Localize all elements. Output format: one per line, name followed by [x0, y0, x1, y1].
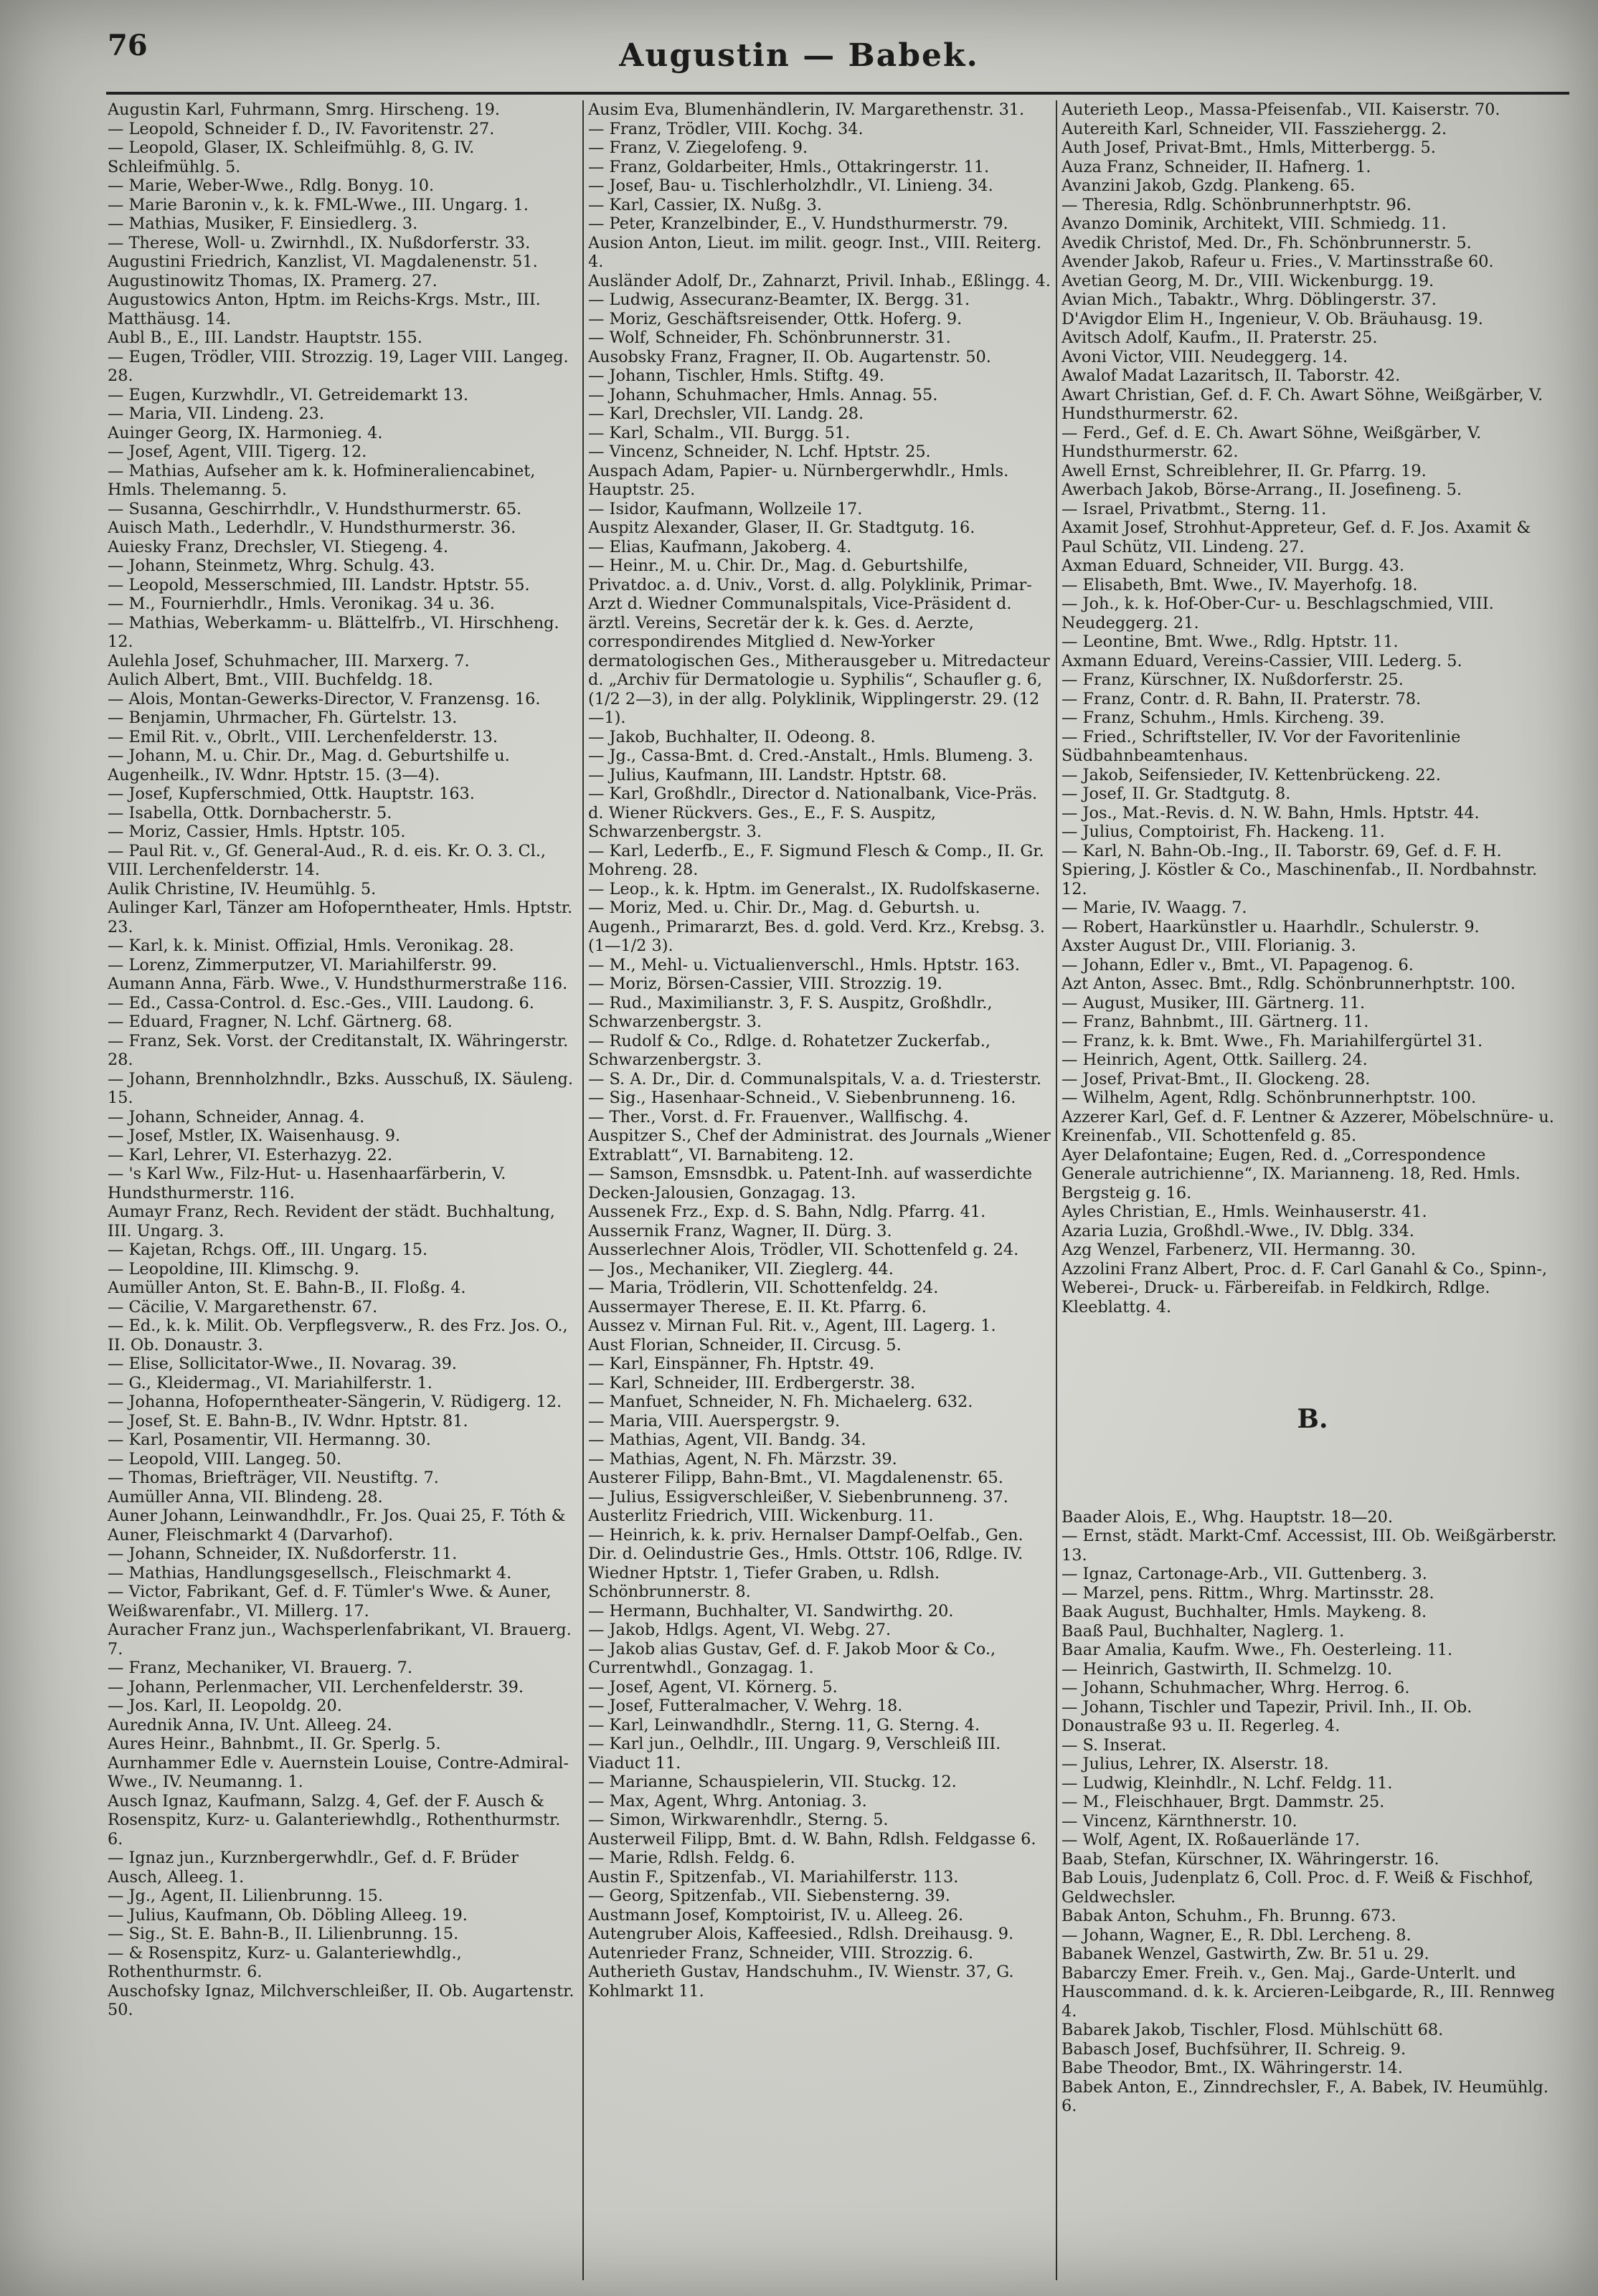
- section-letter: B.: [1297, 1404, 1328, 1434]
- directory-entry: — Franz, Schuhm., Hmls. Kircheng. 39.: [1062, 708, 1385, 727]
- directory-entry: Avender Jakob, Rafeur u. Fries., V. Martinsstraße 60.: [1062, 252, 1494, 271]
- directory-entry: D'Avigdor Elim H., Ingenieur, V. Ob. Bräuhausg. 19.: [1062, 309, 1483, 328]
- directory-entry: — Franz, Kürschner, IX. Nußdorferstr. 25.: [1062, 670, 1404, 689]
- directory-entry: Ausländer Adolf, Dr., Zahnarzt, Privil. Inhab., Eßlingg. 4.: [588, 271, 1051, 290]
- directory-entry: — Johann, Wagner, E., R. Dbl. Lercheng. 8.: [1062, 1925, 1412, 1945]
- directory-entry: Azzerer Karl, Gef. d. F. Lentner & Azzerer, Möbelschnüre- u. Kreinenfab., VII. Schottenfeld g. 85.: [1062, 1107, 1554, 1145]
- directory-entry: — Moriz, Med. u. Chir. Dr., Mag. d. Geburtsh. u. Augenh., Primararzt, Bes. d. gold. Verd. Krz., Krebsg. 3. (1—1/2 3).: [588, 898, 1045, 955]
- directory-entry: — Maria, Trödlerin, VII. Schottenfeldg. 24.: [588, 1279, 939, 1297]
- directory-entry: Augustini Friedrich, Kanzlist, VI. Magdalenenstr. 51.: [108, 252, 538, 271]
- directory-entry: — Georg, Spitzenfab., VII. Siebensterng. 39.: [588, 1887, 950, 1905]
- directory-entry: — Johann, Schuhmacher, Hmls. Annag. 55.: [588, 385, 938, 404]
- directory-entry: — Julius, Comptoirist, Fh. Hackeng. 11.: [1062, 822, 1385, 841]
- directory-entry: — Simon, Wirkwarenhdlr., Sterng. 5.: [588, 1811, 889, 1829]
- directory-entry: — Marie, IV. Waagg. 7.: [1062, 898, 1247, 917]
- directory-entry: — Wilhelm, Agent, Rdlg. Schönbrunnerhptstr. 100.: [1062, 1088, 1477, 1107]
- column-2: [588, 100, 1054, 2273]
- directory-entry: Ausch Ignaz, Kaufmann, Salzg. 4, Gef. der F. Ausch & Rosenspitz, Kurz- u. Galanteriewhdlg., Rothenthurmstr. 6.: [108, 1791, 561, 1849]
- directory-entry: Auinger Georg, IX. Harmonieg. 4.: [108, 423, 383, 442]
- directory-entry: Ausserlechner Alois, Trödler, VII. Schottenfeld g. 24.: [588, 1240, 1019, 1259]
- directory-entry: — Karl, Lederfb., E., F. Sigmund Flesch & Comp., II. Gr. Mohreng. 28.: [588, 841, 1044, 879]
- directory-entry: — Ed., Cassa-Control. d. Esc.-Ges., VIII. Laudong. 6.: [108, 993, 534, 1012]
- directory-entry: Baaß Paul, Buchhalter, Naglerg. 1.: [1062, 1621, 1345, 1641]
- directory-entry: — Johann, Perlenmacher, VII. Lerchenfelderstr. 39.: [108, 1677, 524, 1697]
- directory-entry: — Max, Agent, Whrg. Antoniag. 3.: [588, 1791, 867, 1811]
- directory-entry: — M., Mehl- u. Victualienverschl., Hmls. Hptstr. 163.: [588, 955, 1021, 974]
- directory-entry: — Ignaz jun., Kurznbergerwhdlr., Gef. d. F. Brüder Ausch, Alleeg. 1.: [108, 1849, 519, 1887]
- directory-entry: — Leopold, Messerschmied, III. Landstr. Hptstr. 55.: [108, 575, 530, 594]
- directory-entry: Avoni Victor, VIII. Neudeggerg. 14.: [1062, 347, 1348, 366]
- directory-entry: — Jakob alias Gustav, Gef. d. F. Jakob Moor & Co., Currentwhdl., Gonzagag. 1.: [588, 1639, 996, 1677]
- directory-entry: Axman Eduard, Schneider, VII. Burgg. 43.: [1062, 556, 1405, 575]
- directory-entry: — Joh., k. k. Hof-Ober-Cur- u. Beschlagschmied, VIII. Neudeggerg. 21.: [1062, 594, 1494, 632]
- directory-entry: — Johann, Tischler und Tapezir, Privil. Inh., II. Ob. Donaustraße 93 u. II. Regerleg. 4.: [1062, 1697, 1472, 1735]
- directory-entry: — Karl, Leinwandhdlr., Sterng. 11, G. Sterng. 4.: [588, 1715, 980, 1735]
- directory-entry: — Jakob, Buchhalter, II. Odeong. 8.: [588, 727, 876, 746]
- directory-entry: — Jg., Cassa-Bmt. d. Cred.-Anstalt., Hmls. Blumeng. 3.: [588, 746, 1034, 765]
- directory-entry: Auracher Franz jun., Wachsperlenfabrikant, VI. Brauerg. 7.: [108, 1621, 572, 1659]
- directory-entry: Azaria Luzia, Großhdl.-Wwe., IV. Dblg. 334.: [1062, 1221, 1414, 1240]
- directory-entry: — Victor, Fabrikant, Gef. d. F. Tümler's Wwe. & Auner, Weißwarenfabr., VI. Millerg. 17.: [108, 1583, 552, 1621]
- directory-entry: Auspitz Alexander, Glaser, II. Gr. Stadtgutg. 16.: [588, 518, 975, 537]
- directory-entry: Auspach Adam, Papier- u. Nürnbergerwhdlr., Hmls. Hauptstr. 25.: [588, 461, 1009, 499]
- directory-entry: — Alois, Montan-Gewerks-Director, V. Franzensg. 16.: [108, 689, 541, 708]
- directory-entry: Babe Theodor, Bmt., IX. Währingerstr. 14.: [1062, 2059, 1403, 2077]
- directory-entry: — Karl, Drechsler, VII. Landg. 28.: [588, 404, 864, 423]
- directory-entry: — Ludwig, Kleinhdlr., N. Lchf. Feldg. 11.: [1062, 1773, 1393, 1793]
- directory-entry: — Wolf, Schneider, Fh. Schönbrunnerstr. 31.: [588, 328, 951, 347]
- directory-entry: — Lorenz, Zimmerputzer, VI. Mariahilferstr. 99.: [108, 955, 497, 974]
- directory-entry: — Israel, Privatbmt., Sterng. 11.: [1062, 499, 1327, 518]
- directory-entry: Azg Wenzel, Farbenerz, VII. Hermanng. 30.: [1062, 1240, 1416, 1259]
- directory-entry: Baak August, Buchhalter, Hmls. Maykeng. 8.: [1062, 1603, 1427, 1621]
- directory-entry: — Susanna, Geschirrhdlr., V. Hundsthurmerstr. 65.: [108, 499, 522, 518]
- directory-entry: Aussernik Franz, Wagner, II. Dürg. 3.: [588, 1221, 892, 1240]
- directory-entry: Ayer Delafontaine; Eugen, Red. d. „Correspondence Generale autrichienne“, IX. Marianneng. 18, Red. Hmls. Bergsteig g. 16.: [1062, 1145, 1521, 1202]
- directory-entry: — Karl, k. k. Minist. Offizial, Hmls. Veronikag. 28.: [108, 936, 514, 955]
- directory-entry: Babarek Jakob, Tischler, Flosd. Mühlschütt 68.: [1062, 2021, 1444, 2039]
- directory-entry: — G., Kleidermag., VI. Mariahilferstr. 1.: [108, 1373, 432, 1393]
- directory-entry: Avanzini Jakob, Gzdg. Plankeng. 65.: [1062, 176, 1356, 195]
- directory-entry: — Johann, M. u. Chir. Dr., Mag. d. Geburtshilfe u. Augenheilk., IV. Wdnr. Hptstr. 15. (3—4).: [108, 746, 510, 784]
- directory-entry: — Karl, Posamentir, VII. Hermanng. 30.: [108, 1431, 431, 1449]
- directory-entry: Babanek Wenzel, Gastwirth, Zw. Br. 51 u. 29.: [1062, 1945, 1429, 1963]
- directory-entry: — Johann, Schuhmacher, Whrg. Herrog. 6.: [1062, 1679, 1410, 1697]
- directory-entry: — Eduard, Fragner, N. Lchf. Gärtnerg. 68.: [108, 1012, 453, 1031]
- directory-entry: — Jos., Mechaniker, VII. Zieglerg. 44.: [588, 1259, 894, 1279]
- directory-entry: Babasch Josef, Buchfsührer, II. Schreig. 9.: [1062, 2039, 1406, 2059]
- directory-entry: Babek Anton, E., Zinndrechsler, F., A. Babek, IV. Heumühlg. 6.: [1062, 2077, 1549, 2115]
- directory-entry: — Marianne, Schauspielerin, VII. Stuckg. 12.: [588, 1773, 957, 1791]
- directory-entry: Austerer Filipp, Bahn-Bmt., VI. Magdalenenstr. 65.: [588, 1469, 1003, 1487]
- directory-entry: — Isabella, Ottk. Dornbacherstr. 5.: [108, 803, 392, 822]
- directory-entry: Axster August Dr., VIII. Florianig. 3.: [1062, 936, 1356, 955]
- directory-entry: Auiesky Franz, Drechsler, VI. Stiegeng. 4.: [108, 537, 449, 556]
- directory-entry: — Josef, Privat-Bmt., II. Glockeng. 28.: [1062, 1069, 1371, 1088]
- directory-entry: — Josef, Agent, VIII. Tigerg. 12.: [108, 442, 367, 461]
- directory-entry: — & Rosenspitz, Kurz- u. Galanteriewhdlg., Rothenthurmstr. 6.: [108, 1943, 462, 1981]
- directory-entry: — Maria, VIII. Auerspergstr. 9.: [588, 1411, 841, 1431]
- directory-entry: — Mathias, Handlungsgesellsch., Fleischmarkt 4.: [108, 1563, 512, 1583]
- directory-entry: — Mathias, Aufseher am k. k. Hofmineraliencabinet, Hmls. Thelemanng. 5.: [108, 461, 536, 499]
- directory-entry: — Ferd., Gef. d. E. Ch. Awart Söhne, Weißgärber, V. Hundsthurmerstr. 62.: [1062, 423, 1482, 461]
- directory-entry: — Franz, Trödler, VIII. Kochg. 34.: [588, 119, 864, 138]
- column-divider: [1056, 100, 1057, 2280]
- directory-entry: Augustinowitz Thomas, IX. Pramerg. 27.: [108, 271, 438, 290]
- directory-entry: — M., Fournierhdlr., Hmls. Veronikag. 34 u. 36.: [108, 594, 495, 613]
- directory-entry: — Julius, Kaufmann, Ob. Döbling Alleeg. 19.: [108, 1905, 468, 1925]
- directory-entry: — Paul Rit. v., Gf. General-Aud., R. d. eis. Kr. O. 3. Cl., VIII. Lerchenfelderstr. 14.: [108, 841, 546, 879]
- directory-entry: Azt Anton, Assec. Bmt., Rdlg. Schönbrunnerhptstr. 100.: [1062, 974, 1516, 993]
- column-divider: [582, 100, 584, 2280]
- directory-entry: — Ed., k. k. Milit. Ob. Verpflegsverw., R. des Frz. Jos. O., II. Ob. Donaustr. 3.: [108, 1317, 568, 1355]
- directory-entry: — Josef, St. E. Bahn-B., IV. Wdnr. Hptstr. 81.: [108, 1411, 468, 1431]
- directory-entry: — Johann, Schneider, Annag. 4.: [108, 1107, 365, 1126]
- directory-entry: — Josef, Mstler, IX. Waisenhausg. 9.: [108, 1126, 401, 1145]
- directory-entry: — S. A. Dr., Dir. d. Communalspitals, V. a. d. Triesterstr.: [588, 1069, 1042, 1088]
- directory-entry: — Emil Rit. v., Obrlt., VIII. Lerchenfelderstr. 13.: [108, 727, 498, 746]
- directory-entry: — 's Karl Ww., Filz-Hut- u. Hasenhaarfärberin, V. Hundsthurmerstr. 116.: [108, 1164, 506, 1202]
- directory-entry: Autherieth Gustav, Handschuhm., IV. Wienstr. 37, G. Kohlmarkt 11.: [588, 1963, 1014, 2001]
- directory-entry: Austmann Josef, Komptoirist, IV. u. Alleeg. 26.: [588, 1905, 964, 1925]
- directory-entry: Aumann Anna, Färb. Wwe., V. Hundsthurmerstraße 116.: [108, 974, 568, 993]
- directory-entry: Austerlitz Friedrich, VIII. Wickenburg. 11.: [588, 1507, 934, 1525]
- directory-entry: — Jakob, Seifensieder, IV. Kettenbrückeng. 22.: [1062, 765, 1441, 784]
- directory-entry: — Wolf, Agent, IX. Roßauerlände 17.: [1062, 1831, 1361, 1849]
- directory-entry: — Julius, Lehrer, IX. Alserstr. 18.: [1062, 1755, 1329, 1773]
- directory-entry: Avetian Georg, M. Dr., VIII. Wickenburgg. 19.: [1062, 271, 1434, 290]
- directory-entry: — Leopold, VIII. Langeg. 50.: [108, 1449, 341, 1469]
- running-head: Augustin — Babek.: [619, 37, 979, 74]
- directory-entry: — S. Inserat.: [1062, 1735, 1167, 1755]
- directory-entry: Aulik Christine, IV. Heumühlg. 5.: [108, 879, 377, 898]
- directory-entry: Baader Alois, E., Whg. Hauptstr. 18—20.: [1062, 1507, 1394, 1527]
- directory-entry: — Karl, Schalm., VII. Burgg. 51.: [588, 423, 851, 442]
- directory-entry: Avian Mich., Tabaktr., Whrg. Döblingerstr. 37.: [1062, 290, 1437, 309]
- directory-entry: Babak Anton, Schuhm., Fh. Brunng. 673.: [1062, 1907, 1396, 1925]
- directory-entry: — Marzel, pens. Rittm., Whrg. Martinsstr. 28.: [1062, 1583, 1434, 1603]
- page-number: 76: [108, 29, 148, 62]
- directory-entry: Ausobsky Franz, Fragner, II. Ob. Augartenstr. 50.: [588, 347, 991, 366]
- directory-entry: — Franz, Contr. d. R. Bahn, II. Praterstr. 78.: [1062, 689, 1422, 708]
- directory-entry: — Elias, Kaufmann, Jakoberg. 4.: [588, 537, 852, 556]
- directory-entry: Austin F., Spitzenfab., VI. Mariahilferstr. 113.: [588, 1867, 959, 1887]
- directory-entry: Aurednik Anna, IV. Unt. Alleeg. 24.: [108, 1715, 392, 1735]
- directory-entry: — Karl, Cassier, IX. Nußg. 3.: [588, 195, 822, 214]
- directory-entry: — Karl, Schneider, III. Erdbergerstr. 38.: [588, 1373, 916, 1393]
- directory-entry: — Karl jun., Oelhdlr., III. Ungarg. 9, Verschleiß III. Viaduct 11.: [588, 1735, 1001, 1773]
- directory-entry: — Sig., Hasenhaar-Schneid., V. Siebenbrunneng. 16.: [588, 1088, 1016, 1107]
- directory-entry: Avanzo Dominik, Architekt, VIII. Schmiedg. 11.: [1062, 214, 1447, 233]
- directory-entry: — Jos. Karl, II. Leopoldg. 20.: [108, 1697, 342, 1715]
- directory-entry: — Julius, Essigverschleißer, V. Siebenbrunneng. 37.: [588, 1487, 1008, 1507]
- directory-entry: — M., Fleischhauer, Brgt. Dammstr. 25.: [1062, 1793, 1385, 1811]
- directory-entry: — Franz, Goldarbeiter, Hmls., Ottakringerstr. 11.: [588, 157, 990, 176]
- directory-entry: — Manfuet, Schneider, N. Fh. Michaelerg. 632.: [588, 1393, 973, 1411]
- directory-entry: Augustin Karl, Fuhrmann, Smrg. Hirscheng. 19.: [108, 100, 500, 119]
- directory-entry: Auth Josef, Privat-Bmt., Hmls, Mitterbergg. 5.: [1062, 138, 1436, 157]
- directory-entry: — Franz, V. Ziegelofeng. 9.: [588, 138, 808, 157]
- directory-entry: Aulehla Josef, Schuhmacher, III. Marxerg. 7.: [108, 651, 470, 670]
- directory-entry: — Franz, Sek. Vorst. der Creditanstalt, IX. Währingerstr. 28.: [108, 1031, 569, 1069]
- directory-entry: — Leopoldine, III. Klimschg. 9.: [108, 1259, 359, 1279]
- directory-entry: — Leopold, Schneider f. D., IV. Favoritenstr. 27.: [108, 119, 495, 138]
- directory-entry: — Marie Baronin v., k. k. FML-Wwe., III. Ungarg. 1.: [108, 195, 529, 214]
- directory-entry: — Franz, Mechaniker, VI. Brauerg. 7.: [108, 1659, 412, 1677]
- directory-entry: — Jakob, Hdlgs. Agent, VI. Webg. 27.: [588, 1621, 892, 1639]
- directory-entry: — Heinrich, k. k. priv. Hernalser Dampf-Oelfab., Gen. Dir. d. Oelindustrie Ges., Hmls. Ottstr. 106, Rdlge. IV. Wiedner Hptstr. 1, Tiefer Graben, u. Rdlsh. Schönbrunnerstr. 8.: [588, 1525, 1023, 1601]
- directory-entry: Awart Christian, Gef. d. F. Ch. Awart Söhne, Weißgärber, V. Hundsthurmerstr. 62.: [1062, 385, 1543, 423]
- directory-entry: Aussenek Frz., Exp. d. S. Bahn, Ndlg. Pfarrg. 41.: [588, 1202, 986, 1221]
- directory-entry: — Hermann, Buchhalter, VI. Sandwirthg. 20.: [588, 1601, 954, 1621]
- directory-entry: — Leop., k. k. Hptm. im Generalst., IX. Rudolfskaserne.: [588, 879, 1041, 898]
- directory-entry: Azzolini Franz Albert, Proc. d. F. Carl Ganahl & Co., Spinn-, Weberei-, Druck- u. Färbereifab. in Feldkirch, Rdlge. Kleeblattg. 4.: [1062, 1259, 1548, 1317]
- directory-entry: Autenrieder Franz, Schneider, VIII. Strozzig. 6.: [588, 1943, 974, 1963]
- directory-entry: — Jos., Mat.-Revis. d. N. W. Bahn, Hmls. Hptstr. 44.: [1062, 803, 1480, 822]
- directory-entry: Aures Heinr., Bahnbmt., II. Gr. Sperlg. 5.: [108, 1735, 441, 1753]
- directory-entry: — Marie, Rdlsh. Feldg. 6.: [588, 1849, 795, 1867]
- directory-entry: — Jg., Agent, II. Lilienbrunng. 15.: [108, 1887, 383, 1905]
- directory-entry: — Eugen, Trödler, VIII. Strozzig. 19, Lager VIII. Langeg. 28.: [108, 347, 569, 385]
- directory-entry: — Julius, Kaufmann, III. Landstr. Hptstr. 68.: [588, 765, 947, 784]
- directory-entry: — Heinrich, Gastwirth, II. Schmelzg. 10.: [1062, 1659, 1393, 1679]
- directory-entry: — Sig., St. E. Bahn-B., II. Lilienbrunng. 15.: [108, 1925, 459, 1943]
- directory-entry: — Karl, Einspänner, Fh. Hptstr. 49.: [588, 1355, 874, 1373]
- directory-entry: — Josef, II. Gr. Stadtgutg. 8.: [1062, 784, 1291, 803]
- directory-entry: Avitsch Adolf, Kaufm., II. Praterstr. 25.: [1062, 328, 1378, 347]
- directory-entry: — Johann, Brennholzhndlr., Bzks. Ausschuß, IX. Säuleng. 15.: [108, 1069, 573, 1107]
- directory-entry: Bab Louis, Judenplatz 6, Coll. Proc. d. F. Weiß & Fischhof, Geldwechsler.: [1062, 1869, 1533, 1907]
- directory-entry: — Maria, VII. Lindeng. 23.: [108, 404, 324, 423]
- directory-entry: — Ther., Vorst. d. Fr. Frauenver., Wallfischg. 4.: [588, 1107, 969, 1126]
- directory-entry: Aussermayer Therese, E. II. Kt. Pfarrg. 6.: [588, 1297, 927, 1317]
- directory-entry: — Samson, Emsnsdbk. u. Patent-Inh. auf wasserdichte Decken-Jalousien, Gonzagag. 13.: [588, 1164, 1033, 1202]
- directory-entry: — Thomas, Briefträger, VII. Neustiftg. 7.: [108, 1469, 439, 1487]
- directory-entry: Aurnhammer Edle v. Auernstein Louise, Contre-Admiral-Wwe., IV. Neumanng. 1.: [108, 1753, 569, 1791]
- directory-entry: — Moriz, Börsen-Cassier, VIII. Strozzig. 19.: [588, 974, 942, 993]
- directory-entry: — Benjamin, Uhrmacher, Fh. Gürtelstr. 13.: [108, 708, 458, 727]
- directory-entry: Auisch Math., Lederhdlr., V. Hundsthurmerstr. 36.: [108, 518, 516, 537]
- directory-entry: — Karl, N. Bahn-Ob.-Ing., II. Taborstr. 69, Gef. d. F. H. Spiering, J. Köstler & Co., Maschinenfab., II. Nordbahnstr. 12.: [1062, 841, 1538, 898]
- directory-entry: Awerbach Jakob, Börse-Arrang., II. Josefineng. 5.: [1062, 480, 1462, 499]
- directory-entry: — Leopold, Glaser, IX. Schleifmühlg. 8, G. IV. Schleifmühlg. 5.: [108, 138, 475, 176]
- directory-entry: — Rud., Maximilianstr. 3, F. S. Auspitz, Großhdlr., Schwarzenbergstr. 3.: [588, 993, 993, 1031]
- directory-entry: Autereith Karl, Schneider, VII. Fassziehergg. 2.: [1062, 119, 1447, 138]
- directory-entry: Aulinger Karl, Tänzer am Hofoperntheater, Hmls. Hptstr. 23.: [108, 898, 573, 936]
- directory-entry: — Mathias, Musiker, F. Einsiedlerg. 3.: [108, 214, 418, 233]
- directory-entry: Auza Franz, Schneider, II. Hafnerg. 1.: [1062, 157, 1371, 176]
- directory-entry: Augustowics Anton, Hptm. im Reichs-Krgs. Mstr., III. Matthäusg. 14.: [108, 290, 541, 328]
- directory-entry: Ayles Christian, E., Hmls. Weinhauserstr. 41.: [1062, 1202, 1427, 1221]
- directory-entry: — Leontine, Bmt. Wwe., Rdlg. Hptstr. 11.: [1062, 632, 1399, 651]
- directory-entry: — Rudolf & Co., Rdlge. d. Rohatetzer Zuckerfab., Schwarzenbergstr. 3.: [588, 1031, 991, 1069]
- directory-entry: — Heinrich, Agent, Ottk. Saillerg. 24.: [1062, 1050, 1368, 1069]
- directory-entry: — Elisabeth, Bmt. Wwe., IV. Mayerhofg. 18.: [1062, 575, 1418, 594]
- directory-entry: Aubl B., E., III. Landstr. Hauptstr. 155.: [108, 328, 422, 347]
- directory-entry: Awalof Madat Lazaritsch, II. Taborstr. 42.: [1062, 366, 1401, 385]
- directory-entry: — Josef, Bau- u. Tischlerholzhdlr., VI. Linieng. 34.: [588, 176, 993, 195]
- directory-entry: — Mathias, Agent, VII. Bandg. 34.: [588, 1431, 866, 1449]
- directory-entry: Aumüller Anna, VII. Blindeng. 28.: [108, 1487, 383, 1507]
- directory-entry: — Josef, Futteralmacher, V. Wehrg. 18.: [588, 1697, 903, 1715]
- directory-entry: Auspitzer S., Chef der Administrat. des Journals „Wiener Extrablatt“, VI. Barnabiteng. 12.: [588, 1126, 1051, 1164]
- directory-entry: — Vincenz, Kärnthnerstr. 10.: [1062, 1811, 1297, 1831]
- directory-entry: — Peter, Kranzelbinder, E., V. Hundsthurmerstr. 79.: [588, 214, 1008, 233]
- directory-entry: — Theresia, Rdlg. Schönbrunnerhptstr. 96.: [1062, 195, 1412, 214]
- directory-entry: Aussez v. Mirnan Ful. Rit. v., Agent, III. Lagerg. 1.: [588, 1317, 996, 1335]
- directory-entry: — Heinr., M. u. Chir. Dr., Mag. d. Geburtshilfe, Privatdoc. a. d. Univ., Vorst. d. allg. Polyklinik, Primar-Arzt d. Wiedner Communalspitals, Vice-Präsident d. ärztl. Vereins, Secretär der k. k. Ges. d. Aerzte, correspondirendes Mitglied d. New-Yorker dermatologischen Ges., Mitherausgeber u. Mitredacteur d. „Archiv für Dermatologie u. Syphilis“, Schaufler g. 6, (1/2 2—3), in der allg. Polyklinik, Wipplingerstr. 29. (12—1).: [588, 556, 1050, 727]
- directory-entry: Auterieth Leop., Massa-Pfeisenfab., VII. Kaiserstr. 70.: [1062, 100, 1500, 119]
- directory-entry: — Vincenz, Schneider, N. Lchf. Hptstr. 25.: [588, 442, 931, 461]
- column-1: [108, 100, 577, 2273]
- directory-entry: — Karl, Lehrer, VI. Esterhazyg. 22.: [108, 1145, 393, 1164]
- column-3: [1062, 100, 1564, 2273]
- directory-entry: — Johann, Edler v., Bmt., VI. Papagenog. 6.: [1062, 955, 1414, 974]
- directory-entry: — Eugen, Kurzwhdlr., VI. Getreidemarkt 13.: [108, 385, 469, 404]
- directory-entry: Aumüller Anton, St. E. Bahn-B., II. Floßg. 4.: [108, 1279, 466, 1297]
- directory-entry: Aumayr Franz, Rech. Revident der städt. Buchhaltung, III. Ungarg. 3.: [108, 1202, 555, 1240]
- directory-entry: — Isidor, Kaufmann, Wollzeile 17.: [588, 499, 863, 518]
- directory-entry: — Moriz, Geschäftsreisender, Ottk. Hoferg. 9.: [588, 309, 963, 328]
- directory-entry: — Johann, Tischler, Hmls. Stiftg. 49.: [588, 366, 884, 385]
- directory-entry: — Mathias, Agent, N. Fh. Märzstr. 39.: [588, 1449, 897, 1469]
- directory-entry: — Ludwig, Assecuranz-Beamter, IX. Bergg. 31.: [588, 290, 970, 309]
- directory-entry: — Josef, Agent, VI. Körnerg. 5.: [588, 1677, 838, 1697]
- directory-entry: — Ernst, städt. Markt-Cmf. Accessist, III. Ob. Weißgärberstr. 13.: [1062, 1527, 1557, 1565]
- directory-entry: — Josef, Kupferschmied, Ottk. Hauptstr. 163.: [108, 784, 475, 803]
- directory-entry: — Marie, Weber-Wwe., Rdlg. Bonyg. 10.: [108, 176, 435, 195]
- directory-entry: Awell Ernst, Schreiblehrer, II. Gr. Pfarrg. 19.: [1062, 461, 1427, 480]
- directory-entry: Baar Amalia, Kaufm. Wwe., Fh. Oesterleing. 11.: [1062, 1641, 1453, 1659]
- directory-entry: — Moriz, Cassier, Hmls. Hptstr. 105.: [108, 822, 406, 841]
- directory-entry: Axmann Eduard, Vereins-Cassier, VIII. Lederg. 5.: [1062, 651, 1462, 670]
- directory-entry: Ausion Anton, Lieut. im milit. geogr. Inst., VIII. Reiterg. 4.: [588, 233, 1041, 271]
- directory-entry: — Johann, Steinmetz, Whrg. Schulg. 43.: [108, 556, 435, 575]
- directory-entry: Autengruber Alois, Kaffeesied., Rdlsh. Dreihausg. 9.: [588, 1925, 1014, 1943]
- directory-entry: — Elise, Sollicitator-Wwe., II. Novarag. 39.: [108, 1355, 458, 1373]
- directory-entry: — Mathias, Weberkamm- u. Blättelfrb., VI. Hirschheng. 12.: [108, 613, 559, 651]
- directory-entry: Babarczy Emer. Freih. v., Gen. Maj., Garde-Unterlt. und Hauscommand. d. k. k. Arcieren-Leibgarde, R., III. Rennweg 4.: [1062, 1963, 1556, 2021]
- directory-entry: Austerweil Filipp, Bmt. d. W. Bahn, Rdlsh. Feldgasse 6.: [588, 1829, 1036, 1849]
- directory-entry: — Johann, Schneider, IX. Nußdorferstr. 11.: [108, 1545, 458, 1563]
- directory-entry: — Therese, Woll- u. Zwirnhdl., IX. Nußdorferstr. 33.: [108, 233, 531, 252]
- header-rule: [106, 92, 1569, 95]
- directory-entry: — Fried., Schriftsteller, IV. Vor der Favoritenlinie Südbahnbeamtenhaus.: [1062, 727, 1461, 765]
- directory-entry: — Franz, k. k. Bmt. Wwe., Fh. Mariahilfergürtel 31.: [1062, 1031, 1483, 1050]
- directory-entry: Ausim Eva, Blumenhändlerin, IV. Margarethenstr. 31.: [588, 100, 1025, 119]
- directory-entry: Avedik Christof, Med. Dr., Fh. Schönbrunnerstr. 5.: [1062, 233, 1472, 252]
- directory-entry: — Kajetan, Rchgs. Off., III. Ungarg. 15.: [108, 1240, 428, 1259]
- directory-entry: Axamit Josef, Strohhut-Appreteur, Gef. d. F. Jos. Axamit & Paul Schütz, VII. Lindeng. 27.: [1062, 518, 1531, 556]
- directory-entry: Aust Florian, Schneider, II. Circusg. 5.: [588, 1335, 902, 1355]
- directory-entry: Baab, Stefan, Kürschner, IX. Währingerstr. 16.: [1062, 1849, 1439, 1869]
- directory-entry: — Cäcilie, V. Margarethenstr. 67.: [108, 1297, 378, 1317]
- directory-entry: Auner Johann, Leinwandhdlr., Fr. Jos. Quai 25, F. Tóth & Auner, Fleischmarkt 4 (Darvarhof).: [108, 1507, 566, 1545]
- directory-entry: — Ignaz, Cartonage-Arb., VII. Guttenberg. 3.: [1062, 1565, 1427, 1583]
- directory-entry: — Johanna, Hofoperntheater-Sängerin, V. Rüdigerg. 12.: [108, 1393, 562, 1411]
- directory-entry: Aulich Albert, Bmt., VIII. Buchfeldg. 18.: [108, 670, 433, 689]
- directory-entry: — Karl, Großhdlr., Director d. Nationalbank, Vice-Präs. d. Wiener Rückvers. Ges., E., F. S. Auspitz, Schwarzenbergstr. 3.: [588, 784, 1038, 841]
- directory-entry: Auschofsky Ignaz, Milchverschleißer, II. Ob. Augartenstr. 50.: [108, 1981, 575, 2019]
- directory-entry: — Robert, Haarkünstler u. Haarhdlr., Schulerstr. 9.: [1062, 917, 1480, 936]
- directory-entry: — Franz, Bahnbmt., III. Gärtnerg. 11.: [1062, 1012, 1369, 1031]
- directory-entry: — August, Musiker, III. Gärtnerg. 11.: [1062, 993, 1366, 1012]
